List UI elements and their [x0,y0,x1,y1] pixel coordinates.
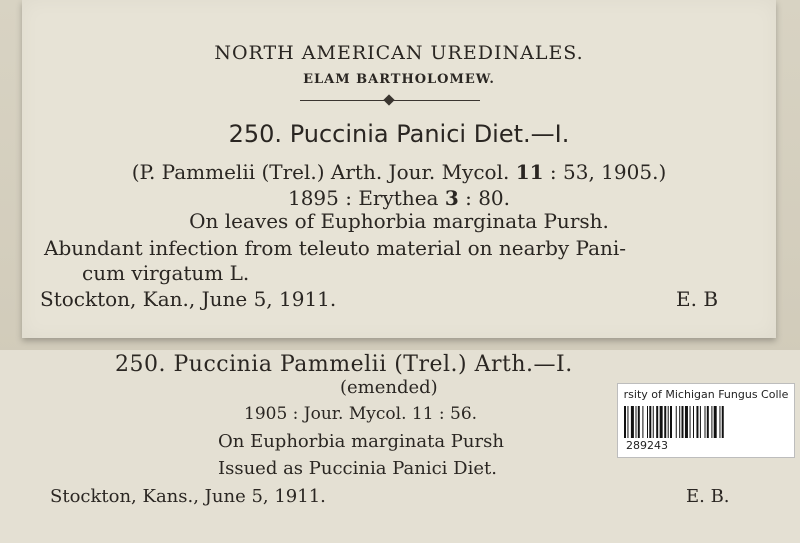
erythea-volume: 3 [444,186,459,210]
barcode-icon [624,406,788,438]
synonym-text: (P. Pammelii (Trel.) Arth. Jour. Mycol. [131,160,510,184]
species-title-upper: 250. Puccinia Panici Diet.—I. [228,120,570,148]
barcode-institution: rsity of Michigan Fungus Colle [623,388,789,401]
reference-lower: 1905 : Jour. Mycol. 11 : 56. [244,404,478,424]
erythea-text: 1895 : Erythea [287,186,439,210]
synonym-line [22,160,776,184]
author-name: ELAM BARTHOLOMEW. [303,72,495,87]
series-title: NORTH AMERICAN UREDINALES. [214,42,584,64]
host-upper: On leaves of Euphorbia marginata Pursh. [189,209,609,233]
synonym-volume: 11 [515,160,544,184]
collector-upper: E. B [676,287,719,311]
emended-note: (emended) [340,377,438,398]
erythea-line [22,186,776,210]
issued-as-note: Issued as Puccinia Panici Diet. [218,458,497,479]
locality-upper: Stockton, Kan., June 5, 1911. [40,287,337,311]
erythea-page: : 80. [465,186,511,210]
host-lower: On Euphorbia marginata Pursh [218,431,504,452]
barcode-number: 289243 [626,439,668,452]
locality-lower: Stockton, Kans., June 5, 1911. [50,486,326,507]
species-title-lower: 250. Puccinia Pammelii (Trel.) Arth.—I. [115,352,573,377]
barcode-label [617,383,795,458]
synonym-citation: : 53, 1905.) [549,160,667,184]
note-line-2: cum virgatum L. [82,261,250,285]
collector-lower: E. B. [686,486,730,507]
note-line-1: Abundant infection from teleuto material on nearby Pani- [44,236,627,260]
